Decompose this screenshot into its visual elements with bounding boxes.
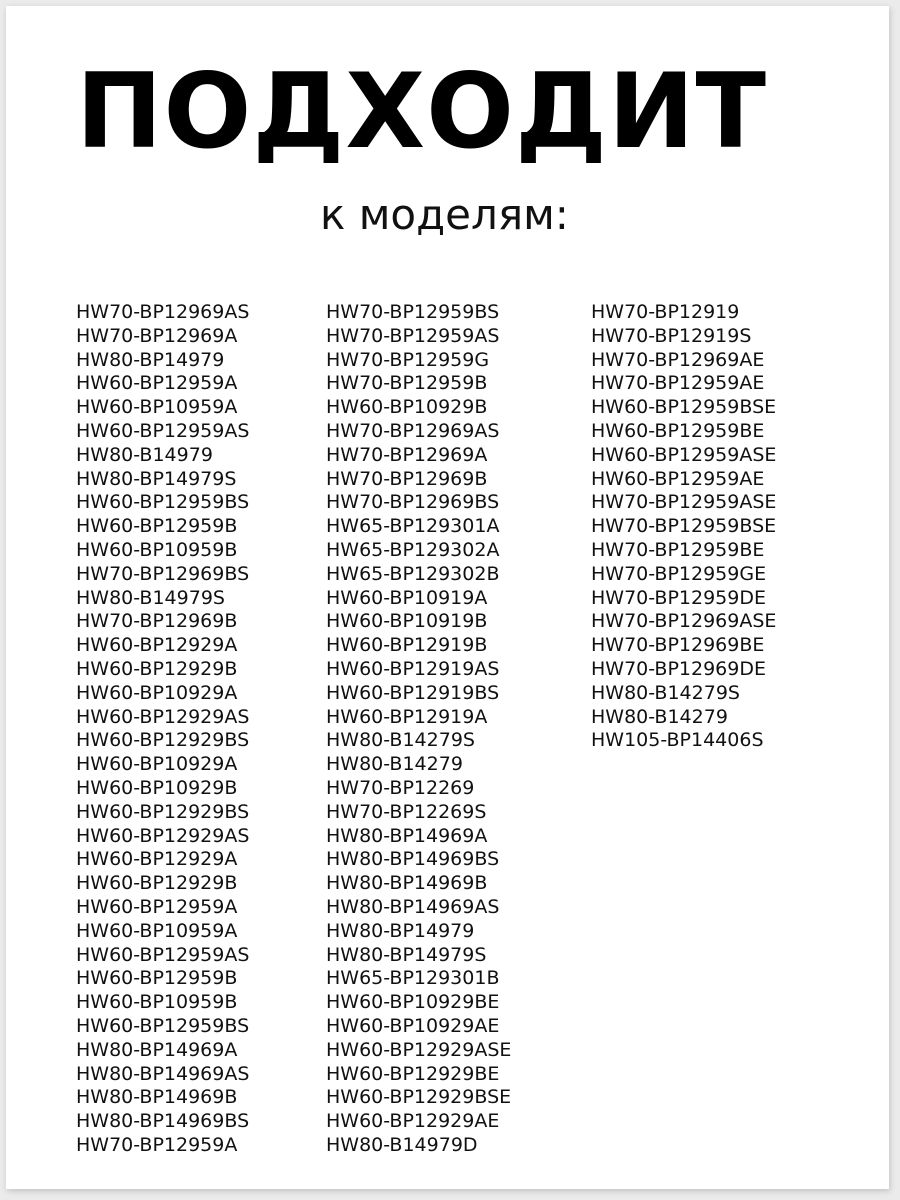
model-item: HW70-BP12269S [326, 800, 487, 823]
model-item: HW80-B14279 [326, 753, 463, 776]
model-item: HW80-BP14979S [76, 467, 237, 490]
model-item: HW60-BP12959B [76, 515, 238, 538]
model-item: HW60-BP12929BS [76, 800, 250, 823]
model-item: HW70-BP12959AE [591, 372, 765, 395]
model-item: HW80-BP14969A [326, 824, 488, 847]
model-item: HW60-BP12959AE [591, 467, 765, 490]
model-column-1 [76, 301, 249, 1158]
model-item: HW60-BP10929A [76, 753, 238, 776]
model-item: HW60-BP12959BE [591, 419, 765, 442]
model-column-2 [326, 301, 511, 1158]
model-item: HW70-BP12969BS [326, 491, 500, 514]
model-item: HW60-BP10929AE [326, 1014, 500, 1037]
model-item: HW80-BP14969AS [326, 895, 500, 918]
model-item: HW80-B14279S [591, 681, 740, 704]
model-item: HW60-BP12959AS [76, 943, 250, 966]
model-item: HW60-BP10919B [326, 610, 488, 633]
page-title: ПОДХОДИТ [76, 52, 768, 172]
model-item: HW70-BP12959ASE [591, 491, 777, 514]
model-item: HW70-BP12959G [326, 348, 490, 371]
model-item: HW70-BP12919S [591, 324, 752, 347]
model-item: HW70-BP12959BSE [591, 515, 777, 538]
model-item: HW70-BP12959A [76, 1133, 238, 1156]
model-item: HW60-BP12929AE [326, 1110, 500, 1133]
model-item: HW60-BP12929B [76, 657, 238, 680]
model-item: HW65-BP129302B [326, 562, 500, 585]
model-item: HW60-BP12959B [76, 967, 238, 990]
model-item: HW80-BP14969B [76, 1086, 238, 1109]
model-item: HW70-BP12959BS [326, 301, 500, 323]
model-item: HW60-BP10959A [76, 919, 238, 942]
model-item: HW70-BP12959AS [326, 324, 500, 347]
model-item: HW60-BP12959A [76, 895, 238, 918]
model-item: HW70-BP12959DE [591, 586, 766, 609]
model-item: HW60-BP12959AS [76, 419, 250, 442]
model-item: HW60-BP12959ASE [591, 443, 777, 466]
model-item: HW60-BP12919B [326, 634, 488, 657]
model-item: HW60-BP12929A [76, 634, 238, 657]
model-item: HW80-B14979S [76, 586, 225, 609]
model-item: HW65-BP129301B [326, 967, 500, 990]
model-item: HW70-BP12959BE [591, 538, 765, 561]
model-item: HW60-BP10929BE [326, 991, 500, 1014]
model-item: HW60-BP12929B [76, 872, 238, 895]
model-item: HW60-BP12919BS [326, 681, 500, 704]
model-item: HW60-BP12919A [326, 705, 488, 728]
model-item: HW105-BP14406S [591, 729, 764, 752]
document-sheet [6, 6, 889, 1189]
model-item: HW70-BP12969BE [591, 634, 765, 657]
model-item: HW70-BP12969A [326, 443, 488, 466]
model-item: HW70-BP12969AS [76, 301, 250, 323]
model-item: HW60-BP10929B [76, 776, 238, 799]
model-item: HW60-BP12959BS [76, 1014, 250, 1037]
model-item: HW60-BP10919A [326, 586, 488, 609]
model-item: HW80-BP14979 [326, 919, 475, 942]
model-item: HW80-BP14969AS [76, 1062, 250, 1085]
model-item: HW60-BP10929A [76, 681, 238, 704]
model-column-3 [591, 301, 776, 753]
model-item: HW80-BP14969BS [326, 848, 500, 871]
page-subtitle: к моделям: [320, 190, 569, 239]
model-item: HW60-BP12959A [76, 372, 238, 395]
model-item: HW60-BP10959B [76, 538, 238, 561]
model-item: HW80-B14279 [591, 705, 728, 728]
model-item: HW70-BP12959GE [591, 562, 767, 585]
model-item: HW80-BP14969B [326, 872, 488, 895]
model-item: HW70-BP12969B [326, 467, 488, 490]
model-item: HW80-B14979D [326, 1133, 478, 1156]
model-item: HW70-BP12269 [326, 776, 475, 799]
model-item: HW80-B14979 [76, 443, 213, 466]
model-item: HW60-BP10959A [76, 396, 238, 419]
model-item: HW80-BP14979 [76, 348, 225, 371]
model-item: HW70-BP12919 [591, 301, 740, 323]
model-item: HW70-BP12969AE [591, 348, 765, 371]
model-item: HW70-BP12969DE [591, 657, 766, 680]
model-item: HW80-BP14969BS [76, 1110, 250, 1133]
model-item: HW70-BP12969A [76, 324, 238, 347]
model-item: HW60-BP12959BS [76, 491, 250, 514]
model-item: HW60-BP12959BSE [591, 396, 777, 419]
model-item: HW80-BP14979S [326, 943, 487, 966]
model-item: HW60-BP12929BE [326, 1062, 500, 1085]
model-item: HW60-BP12929BSE [326, 1086, 512, 1109]
model-item: HW70-BP12969AS [326, 419, 500, 442]
model-item: HW70-BP12969ASE [591, 610, 777, 633]
model-item: HW60-BP12929A [76, 848, 238, 871]
model-item: HW60-BP12929AS [76, 705, 250, 728]
model-item: HW60-BP12929AS [76, 824, 250, 847]
model-item: HW70-BP12969B [76, 610, 238, 633]
model-item: HW80-BP14969A [76, 1038, 238, 1061]
model-item: HW60-BP12929ASE [326, 1038, 512, 1061]
model-item: HW65-BP129301A [326, 515, 500, 538]
model-item: HW65-BP129302A [326, 538, 500, 561]
model-item: HW60-BP12919AS [326, 657, 500, 680]
model-item: HW60-BP12929BS [76, 729, 250, 752]
model-item: HW80-B14279S [326, 729, 475, 752]
model-item: HW70-BP12969BS [76, 562, 250, 585]
model-item: HW70-BP12959B [326, 372, 488, 395]
model-item: HW60-BP10959B [76, 991, 238, 1014]
model-item: HW60-BP10929B [326, 396, 488, 419]
